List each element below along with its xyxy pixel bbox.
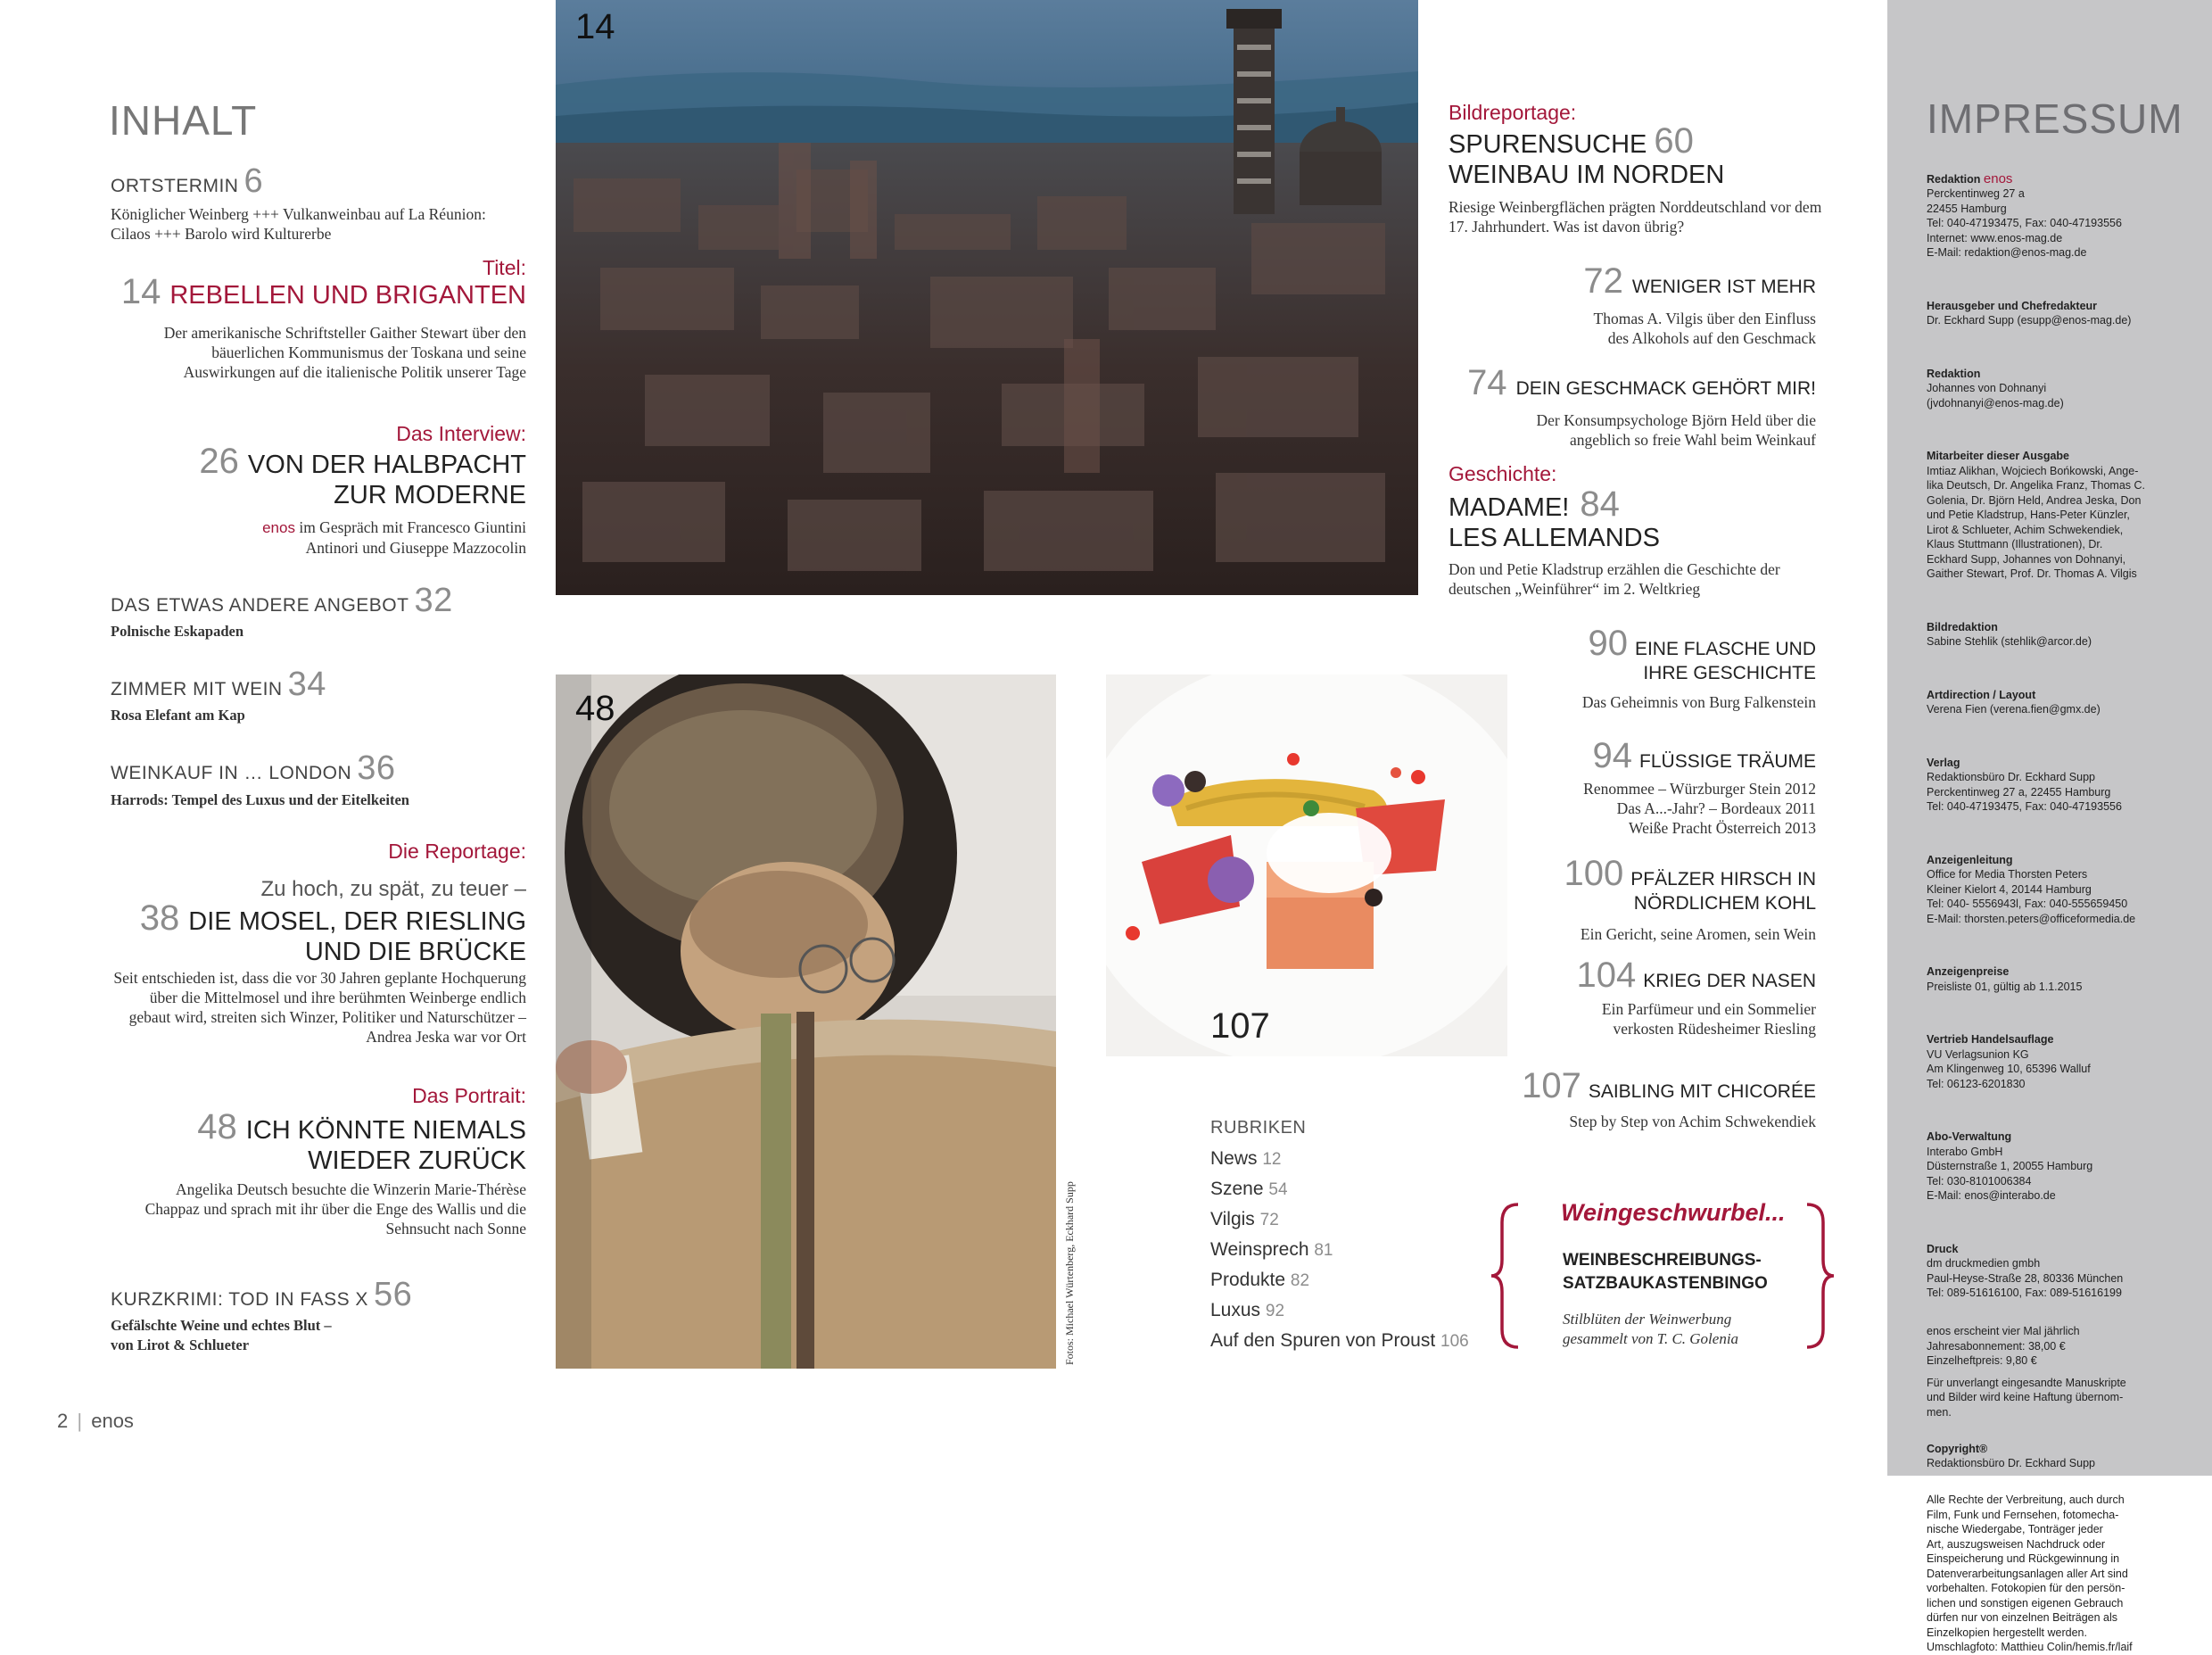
toc-page: 56: [373, 1276, 413, 1313]
toc-entry-saibling[interactable]: [1463, 1066, 1816, 1107]
toc-label: DAS ETWAS ANDERE ANGEBOT: [111, 595, 409, 616]
page-title: INHALT: [109, 97, 258, 144]
right-brace-icon: [1802, 1201, 1837, 1351]
toc-entry-titel[interactable]: [89, 272, 526, 311]
geschwurbel-entry[interactable]: [1563, 1249, 1768, 1295]
toc-page: 26: [199, 442, 239, 481]
toc-category-geschichte: Geschichte:: [1449, 462, 1557, 485]
toc-desc-flasche: Das Geheimnis von Burg Falkenstein: [1581, 693, 1816, 711]
impressum-copyright: Copyright® Redaktionsbüro Dr. Eckhard Supp: [1927, 1442, 2095, 1469]
toc-desc-reportage: Seit entschieden ist, dass die vor 30 Jahren geplante Hochquerung über die Mittelmosel und ihre berühmten Weinberge endlich gebaut wird, streiten sich Winzer, Politiker und Naturschützer – Andrea Jeska war vor Ort: [113, 969, 526, 1046]
toc-headline-line2: WIEDER ZURÜCK: [308, 1146, 526, 1175]
toc-headline: DIE MOSEL, DER RIESLING: [188, 907, 526, 936]
toc-page: 32: [414, 582, 453, 619]
toc-entry-geschmack[interactable]: [1445, 363, 1816, 404]
toc-entry-portrait[interactable]: [89, 1107, 526, 1176]
toc-category-portrait: Das Portrait:: [412, 1084, 526, 1107]
impressum-block: Druck dm druckmedien gmbh Paul-Heyse-Straße 28, 80336 München Tel: 089-51616100, Fax: 089-51616199: [1927, 1242, 2124, 1299]
toc-headline-line2: WEINBAU IM NORDEN: [1449, 161, 1725, 189]
impressum-block: Anzeigenleitung Office for Media Thorsten Peters Kleiner Kielort 4, 20144 Hamburg Tel: 040- 5556943l, Fax: 040-555659450 E-Mail: thorsten.peters@officeformedia.de: [1927, 853, 2136, 925]
toc-headline-line2: LES ALLEMANDS: [1449, 524, 1660, 552]
left-brace-icon: [1488, 1201, 1523, 1351]
rubriken-item[interactable]: News 12: [1210, 1148, 1282, 1169]
toc-headline: KRIEG DER NASEN: [1643, 971, 1816, 991]
footer-divider: |: [77, 1410, 83, 1432]
brand-logo: enos: [262, 519, 295, 536]
photo-page-number: 107: [1210, 1006, 1270, 1046]
photo-credit: Fotos: Michael Würtenberg, Eckhard Supp: [1063, 1181, 1076, 1365]
page-footer: [57, 1410, 134, 1433]
toc-headline: EINE FLASCHE UND: [1634, 639, 1816, 659]
toc-category-bild: Bildreportage:: [1449, 101, 1577, 124]
impressum-block: Verlag Redaktionsbüro Dr. Eckhard Supp Perckentinweg 27 a, 22455 Hamburg Tel: 040-47193475, Fax: 040-47193556: [1927, 756, 2122, 813]
toc-page: 34: [287, 666, 326, 703]
food-photo: [1106, 674, 1507, 1056]
toc-desc-hirsch: Ein Gericht, seine Aromen, sein Wein: [1580, 925, 1816, 943]
toc-headline: SAIBLING MIT CHICORÉE: [1588, 1081, 1816, 1102]
toc-desc-traeume: Renommee – Würzburger Stein 2012 Das A...-Jahr? – Bordeaux 2011 Weiße Pracht Österreich 2013: [1583, 780, 1816, 837]
toc-category-titel: Titel:: [483, 256, 526, 279]
toc-desc-zimmer: Rosa Elefant am Kap: [111, 707, 245, 724]
geschwurbel-title: Weingeschwurbel...: [1561, 1199, 1786, 1226]
toc-headline: FLÜSSIGE TRÄUME: [1639, 751, 1816, 772]
toc-desc-interview: enos im Gespräch mit Francesco Giuntini Antinori und Giuseppe Mazzocolin: [262, 518, 526, 557]
toc-page: 90: [1588, 624, 1628, 663]
rubriken-item[interactable]: Weinsprech 81: [1210, 1239, 1333, 1260]
toc-page: 14: [120, 272, 161, 311]
brand-logo: enos: [1983, 170, 2013, 186]
impressum-block: Abo-Verwaltung Interabo GmbH Düsternstraße 1, 20055 Hamburg Tel: 030-8101006384 E-Mail: enos@interabo.de: [1927, 1130, 2093, 1202]
page-number: 2: [57, 1410, 69, 1432]
toc-desc-weniger: Thomas A. Vilgis über den Einfluss des Alkohols auf den Geschmack: [1593, 310, 1816, 347]
geschwurbel-headline: WEINBESCHREIBUNGS-: [1563, 1251, 1762, 1270]
toc-entry-hirsch[interactable]: [1463, 854, 1816, 915]
toc-headline-line2: UND DIE BRÜCKE: [304, 938, 526, 966]
winemaker-barrel-illustration: [556, 674, 1056, 1369]
toc-entry-flasche[interactable]: [1463, 624, 1816, 685]
toc-label: KURZKRIMI: TOD IN FASS X: [111, 1289, 368, 1310]
toc-headline: VON DER HALBPACHT: [247, 451, 526, 479]
toc-desc-london: Harrods: Tempel des Luxus und der Eitelkeiten: [111, 791, 409, 808]
impressum-block: Bildredaktion Sabine Stehlik (stehlik@arcor.de): [1927, 620, 2092, 648]
toc-entry-ortstermin[interactable]: [111, 162, 263, 201]
toc-headline: ICH KÖNNTE NIEMALS: [245, 1116, 526, 1145]
impressum-block: Herausgeber und Chefredakteur Dr. Eckhard Supp (esupp@enos-mag.de): [1927, 299, 2132, 327]
rubriken-item[interactable]: Luxus 92: [1210, 1300, 1285, 1320]
impressum-content: [1927, 157, 2194, 1655]
geschwurbel-headline-line2: SATZBAUKASTENBINGO: [1563, 1274, 1768, 1293]
toc-entry-weniger[interactable]: [1463, 261, 1816, 302]
toc-headline: REBELLEN UND BRIGANTEN: [169, 281, 526, 310]
toc-headline-line2: IHRE GESCHICHTE: [1643, 663, 1816, 683]
rubriken-list: [1210, 1144, 1469, 1356]
toc-category-interview: Das Interview:: [396, 422, 526, 445]
toc-page: 107: [1522, 1066, 1581, 1105]
photo-page-number: 48: [575, 689, 615, 728]
toc-desc-saibling: Step by Step von Achim Schwekendiek: [1569, 1113, 1816, 1130]
toc-desc-ortstermin: Königlicher Weinberg +++ Vulkanweinbau auf La Réunion: Cilaos +++ Barolo wird Kulturerbe: [111, 205, 486, 243]
toc-desc-portrait: Angelika Deutsch besuchte die Winzerin Marie-Thérèse Chappaz und sprach mit ihr über die Enge des Wallis und die Sehnsucht nach Sonne: [144, 1180, 526, 1237]
toc-desc-geschichte: Don und Petie Kladstrup erzählen die Geschichte der deutschen „Weinführer“ im 2. Weltkrieg: [1449, 560, 1780, 598]
toc-entry-bild[interactable]: [1449, 121, 1725, 190]
impressum-block: Mitarbeiter dieser Ausgabe Imtiaz Alikhan, Wojciech Bońkowski, Ange- lika Deutsch, Dr. Angelika Franz, Thomas C. Golenia, Dr. Björn Held, Andrea Jeska, Don und Petie Kladstrup, Hans-Peter Künzler, Lirot & Schlueter, Achim Schwekendiek, Klaus Stuttmann (Illustrationen), Dr. Eckhard Supp, Johannes von Dohnanyi, Gaither Stewart, Prof. Dr. Thomas A. Vilgis: [1927, 450, 2146, 580]
toc-page: 84: [1580, 484, 1620, 524]
impressum-block: Vertrieb Handelsauflage VU Verlagsunion KG Am Klingenweg 10, 65396 Walluf Tel: 06123-6201830: [1927, 1033, 2091, 1090]
toc-kicker-reportage: Zu hoch, zu spät, zu teuer –: [260, 877, 526, 901]
toc-page: 48: [197, 1107, 237, 1146]
toc-headline-line2: NÖRDLICHEM KOHL: [1633, 893, 1816, 914]
impressum-redaktion: Redaktion enos Perckentinweg 27 a 22455 Hamburg Tel: 040-47193475, Fax: 040-47193556 Internet: www.enos-mag.de E-Mail: redaktion@enos-mag.de: [1927, 170, 2122, 259]
toc-headline: PFÄLZER HIRSCH IN: [1630, 869, 1816, 890]
toc-desc-bild: Riesige Weinbergflächen prägten Norddeutschland vor dem 17. Jahrhundert. Was ist davon übrig?: [1449, 198, 1822, 236]
impressum-rights: Alle Rechte der Verbreitung, auch durch Film, Funk und Fernsehen, fotomecha- nische Wiedergabe, Tonträger jeder Art, auszugsweisen Nachdruck oder Einspeicherung und Rückgewinnung in Datenverarbeitungsanlagen aller Art sind vorbehalten. Fotokopien für den persön- lichen und sonstigen eigenen Gebrauch dürfen nur von einzelnen Beiträgen als Einzelkopien hergestellt werden. Umschlagfoto: Matthieu Colin/hemis.fr/laif: [1927, 1494, 2133, 1653]
toc-desc-krimi: Gefälschte Weine und echtes Blut – von Lirot & Schlueter: [111, 1317, 332, 1353]
impressum-manuskripte: Für unverlangt eingesandte Manuskripte und Bilder wird keine Haftung übernom- men.: [1927, 1376, 2126, 1419]
rubriken-item[interactable]: Produkte 82: [1210, 1270, 1310, 1290]
toc-category-reportage: Die Reportage:: [388, 840, 526, 863]
toc-page: 36: [357, 749, 396, 787]
toc-page: 60: [1654, 121, 1694, 161]
impressum-block: Artdirection / Layout Verena Fien (verena.fien@gmx.de): [1927, 688, 2101, 716]
toc-entry-geschichte[interactable]: [1449, 484, 1660, 553]
toc-page: 94: [1592, 736, 1633, 775]
toc-page: 38: [139, 898, 180, 938]
toc-entry-krimi[interactable]: [111, 1276, 412, 1314]
impressum-block: Anzeigenpreise Preisliste 01, gültig ab 1.1.2015: [1927, 965, 2083, 993]
toc-label: ZIMMER MIT WEIN: [111, 679, 283, 699]
toc-page: 100: [1564, 854, 1624, 893]
siena-skyline-illustration: [556, 0, 1418, 595]
toc-desc-angebot: Polnische Eskapaden: [111, 623, 243, 640]
rubriken-item[interactable]: Auf den Spuren von Proust 106: [1210, 1330, 1469, 1351]
toc-entry-zimmer[interactable]: [111, 666, 326, 704]
barrel-photo: [556, 674, 1056, 1369]
toc-page: 72: [1583, 261, 1623, 301]
saibling-dish-illustration: [1106, 674, 1507, 1056]
toc-page: 6: [243, 162, 264, 200]
toc-headline: WENIGER IST MEHR: [1631, 277, 1816, 297]
toc-entry-nasen[interactable]: [1463, 956, 1816, 997]
toc-desc-titel: Der amerikanische Schriftsteller Gaither Stewart über den bäuerlichen Kommunismus der Toskana und seine Auswirkungen auf die italienische Politik unserer Tage: [163, 324, 526, 381]
toc-label: ORTSTERMIN: [111, 176, 239, 196]
rubriken-item[interactable]: Vilgis 72: [1210, 1209, 1279, 1229]
toc-headline: DEIN GESCHMACK GEHÖRT MIR!: [1515, 378, 1816, 399]
toc-headline-line2: ZUR MODERNE: [334, 481, 526, 509]
toc-entry-traeume[interactable]: [1463, 736, 1816, 777]
toc-entry-angebot[interactable]: [111, 582, 453, 620]
toc-page: 104: [1576, 956, 1637, 995]
rubriken-item[interactable]: Szene 54: [1210, 1179, 1288, 1199]
photo-page-number: 14: [575, 7, 615, 46]
toc-desc-geschmack: Der Konsumpsychologe Björn Held über die angeblich so freie Wahl beim Weinkauf: [1536, 411, 1816, 449]
toc-desc-nasen: Ein Parfümeur und ein Sommelier verkosten Rüdesheimer Riesling: [1601, 1000, 1816, 1038]
toc-headline: SPURENSUCHE: [1449, 130, 1647, 159]
rubriken-title: RUBRIKEN: [1210, 1118, 1307, 1138]
impressum-abo: enos erscheint vier Mal jährlich Jahresabonnement: 38,00 € Einzelheftpreis: 9,80 €: [1927, 1325, 2080, 1367]
impressum-block: Redaktion Johannes von Dohnanyi (jvdohnanyi@enos-mag.de): [1927, 367, 2064, 410]
toc-entry-reportage[interactable]: [89, 898, 526, 967]
siena-photo: [556, 0, 1418, 595]
toc-page: 74: [1467, 363, 1507, 402]
geschwurbel-desc: Stilblüten der Weinwerbung gesammelt von T. C. Golenia: [1563, 1311, 1739, 1347]
toc-label: WEINKAUF IN … LONDON: [111, 763, 352, 783]
toc-entry-interview[interactable]: [89, 442, 526, 510]
toc-entry-london[interactable]: [111, 749, 395, 788]
toc-headline: MADAME!: [1449, 493, 1570, 522]
impressum-title: IMPRESSUM: [1927, 95, 2183, 142]
footer-brand: enos: [91, 1410, 134, 1432]
